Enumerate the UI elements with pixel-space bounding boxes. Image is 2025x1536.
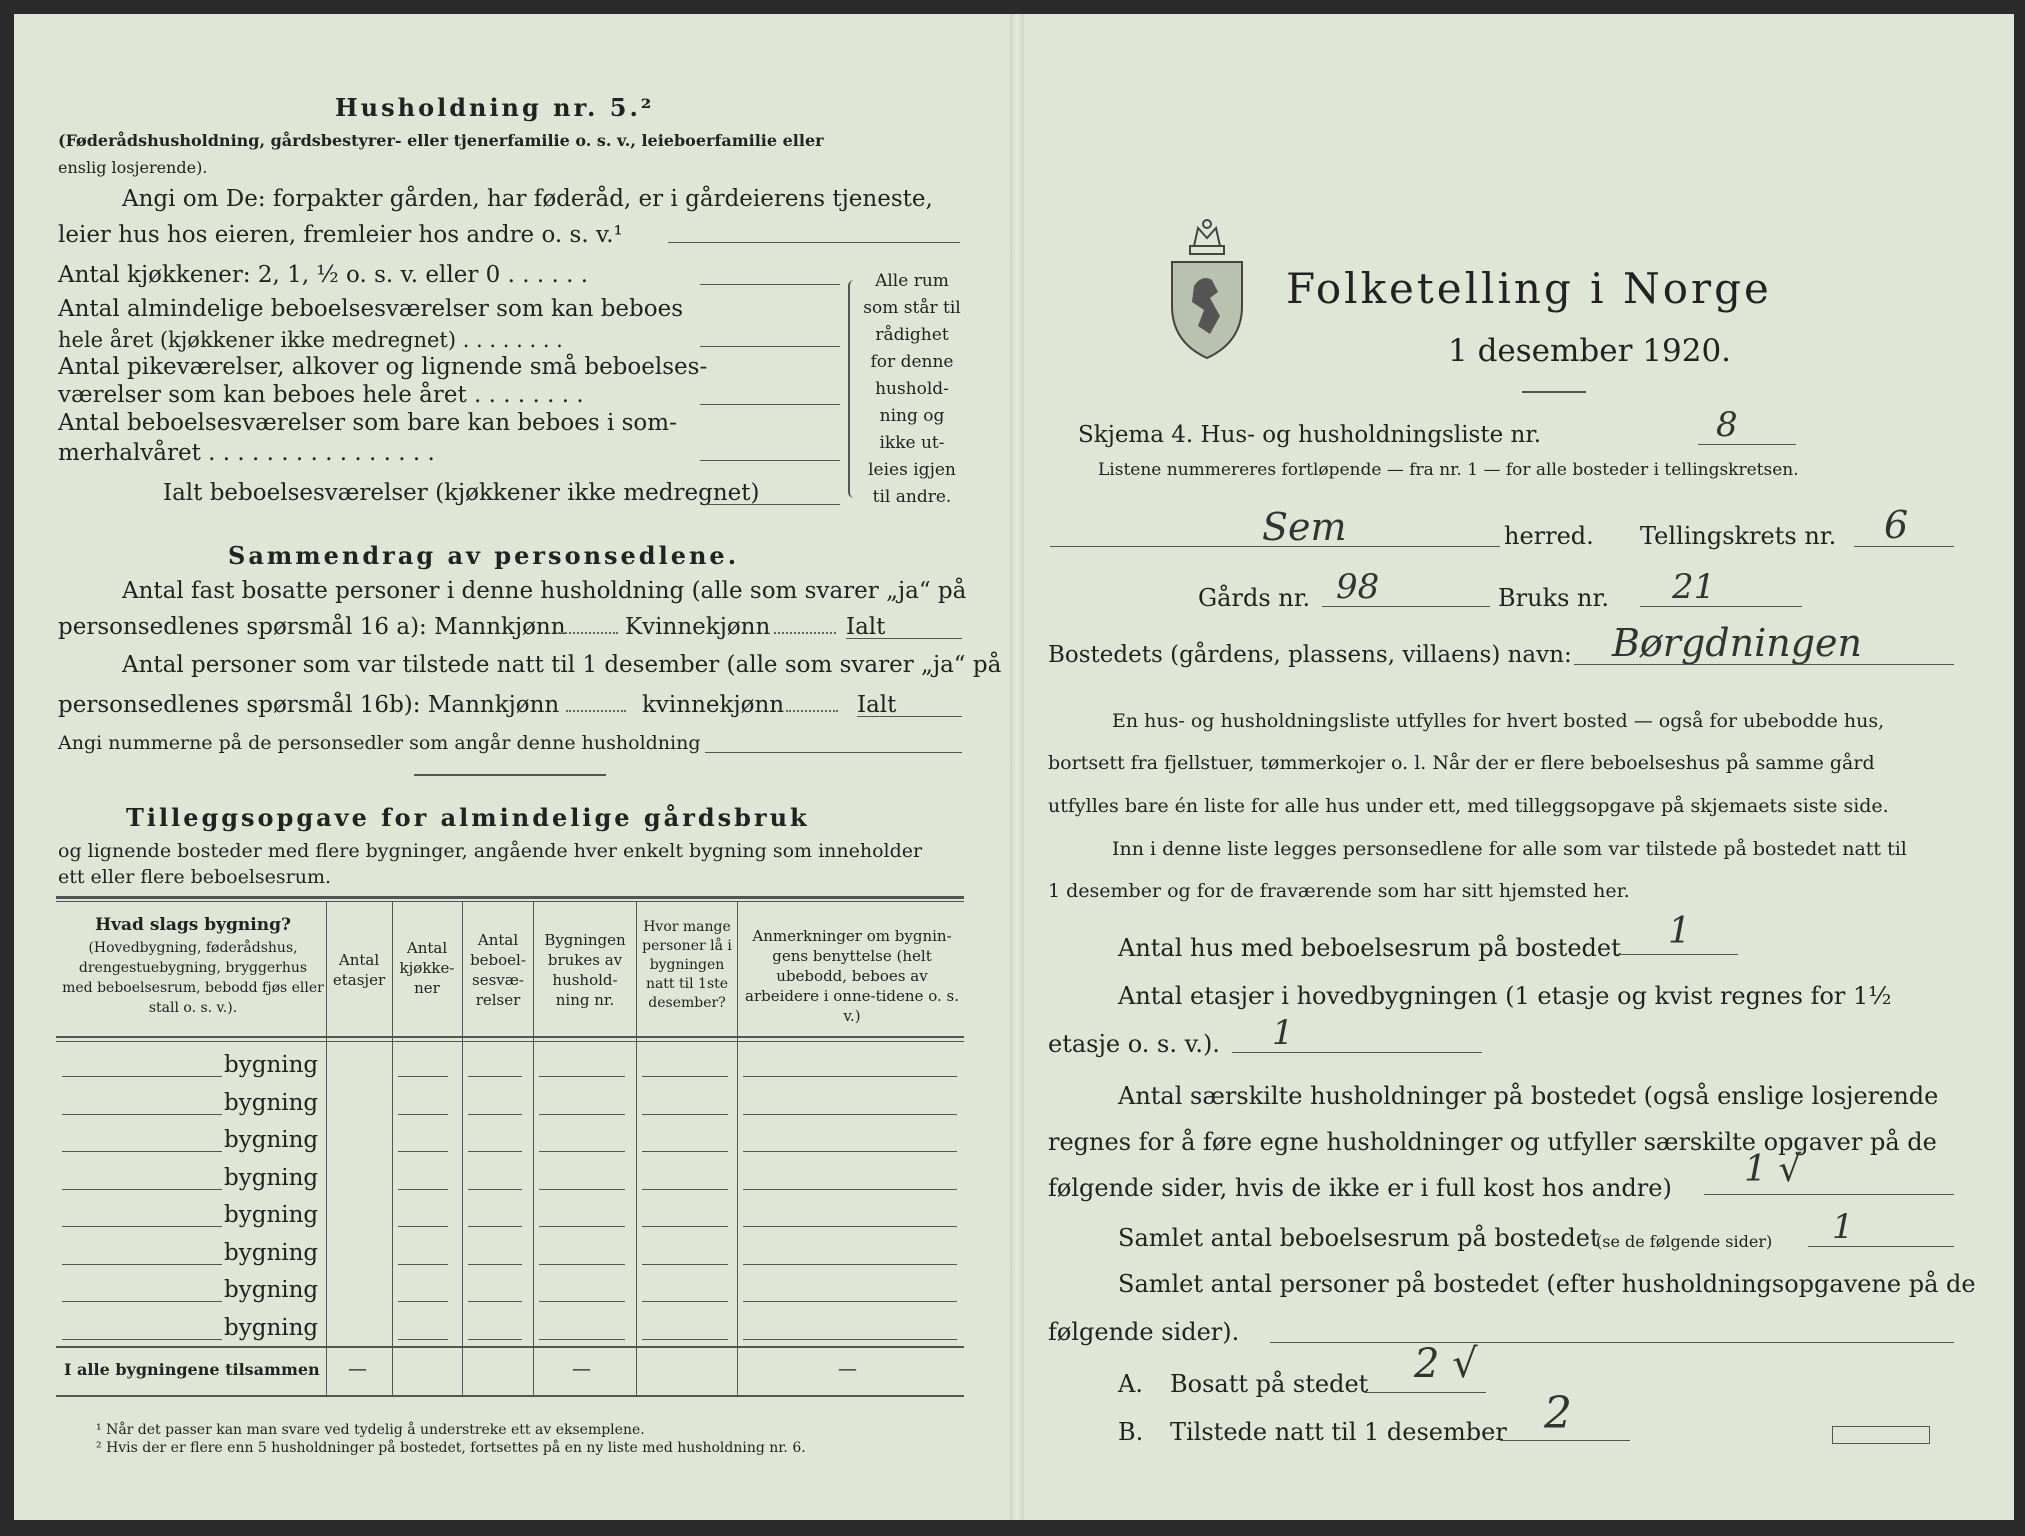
tellingskrets-label: Tellingskrets nr. — [1640, 522, 1837, 550]
resident-total-field — [846, 638, 962, 639]
building-cell-field — [743, 1264, 957, 1265]
angi-line-2: leier hus hos eieren, fremleier hos andre o. s. v.¹ — [58, 222, 623, 248]
list-number-field — [1698, 444, 1796, 445]
building-cell-field — [539, 1189, 625, 1190]
resident-total-label: Ialt — [846, 614, 886, 640]
rooms-answer-line — [700, 346, 840, 347]
list-number-value: 8 — [1716, 405, 1738, 445]
table-col-divider — [392, 902, 393, 1396]
present-female-field — [786, 710, 838, 712]
building-name-field — [62, 1264, 222, 1265]
resident-line-2: personsedlenes spørsmål 16 a): Mannkjønn — [58, 614, 566, 640]
gards-label: Gårds nr. — [1198, 584, 1311, 612]
building-cell-field — [642, 1151, 728, 1152]
table-header-rule-thin — [56, 1041, 964, 1042]
bosted-label: Bostedets (gårdens, plassens, villaens) navn: — [1048, 642, 1572, 668]
building-cell-field — [539, 1301, 625, 1302]
total-floors: — — [348, 1358, 367, 1380]
side-note-line: ning og — [879, 406, 945, 426]
brace — [848, 280, 860, 498]
tellingskrets-field — [1854, 546, 1954, 547]
col-kitchens: Antal kjøkke-ner — [399, 939, 455, 997]
building-cell-field — [642, 1076, 728, 1077]
building-cell-field — [468, 1264, 522, 1265]
person-numbers-field — [705, 752, 962, 753]
total-persons-label-1: Samlet antal personer på bostedet (efter husholdningsopgavene på de — [1118, 1270, 1976, 1298]
resident-a-letter: A. — [1118, 1370, 1143, 1398]
resident-a-label: Bosatt på stedet — [1170, 1370, 1369, 1398]
resident-male-field — [558, 632, 618, 634]
building-row-label: bygning — [224, 1202, 319, 1228]
households-label-2: regnes for å føre egne husholdninger og utfyller særskilte opgaver på de — [1048, 1128, 1937, 1156]
households-label-1: Antal særskilte husholdninger på bostedet (også enslige losjerende — [1118, 1082, 1939, 1110]
household-subtitle-1: (Føderådshusholdning, gårdsbestyrer- eller tjenerfamilie o. s. v., leieboerfamilie eller — [58, 131, 824, 150]
table-col-divider — [636, 902, 637, 1396]
printer-stamp — [1832, 1426, 1930, 1444]
present-b-letter: B. — [1118, 1418, 1144, 1446]
col-household-nr: Bygningen brukes av hushold-ning nr. — [544, 931, 626, 1009]
building-cell-field — [468, 1114, 522, 1115]
building-cell-field — [398, 1301, 448, 1302]
total-persons-label-2: følgende sider). — [1048, 1318, 1240, 1346]
building-cell-field — [468, 1301, 522, 1302]
table-top-rule — [56, 896, 964, 899]
building-cell-field — [743, 1226, 957, 1227]
present-b-value: 2 — [1544, 1388, 1572, 1439]
table-col-divider — [533, 902, 534, 1396]
side-note-line: for denne — [870, 352, 954, 372]
floors-field — [1232, 1052, 1482, 1053]
summary-title: Sammendrag av personsedlene. — [228, 541, 740, 570]
side-note — [862, 268, 962, 511]
building-name-field — [62, 1151, 222, 1152]
info-line-1: En hus- og husholdningsliste utfylles for hvert bosted — også for ubebodde hus, — [1112, 710, 1885, 732]
present-female-label: kvinnekjønn — [642, 692, 785, 718]
present-line-1: Antal personer som var tilstede natt til 1 desember (alle som svarer „ja“ på — [122, 652, 1002, 678]
section-divider — [414, 774, 606, 776]
building-cell-field — [398, 1264, 448, 1265]
building-cell-field — [468, 1189, 522, 1190]
present-b-label: Tilstede natt til 1 desember — [1170, 1418, 1507, 1446]
present-line-2: personsedlenes spørsmål 16b): Mannkjønn — [58, 692, 560, 718]
floors-label-2: etasje o. s. v.). — [1048, 1030, 1220, 1058]
households-field — [1704, 1194, 1954, 1195]
table-bottom-rule — [56, 1395, 964, 1397]
building-cell-field — [539, 1114, 625, 1115]
resident-line-1: Antal fast bosatte personer i denne husholdning (alle som svarer „ja“ på — [122, 578, 967, 604]
building-cell-field — [398, 1339, 448, 1340]
summer-rooms-label-2: merhalvåret . . . . . . . . . . . . . . . . — [58, 440, 435, 466]
building-name-field — [62, 1114, 222, 1115]
building-name-field — [62, 1301, 222, 1302]
gards-value: 98 — [1336, 567, 1380, 607]
resident-a-field — [1364, 1392, 1486, 1393]
side-note-line: rådighet — [875, 325, 949, 345]
bosted-field — [1574, 664, 1954, 665]
resident-female-field — [774, 632, 836, 634]
table-col-divider — [326, 902, 327, 1396]
building-cell-field — [398, 1226, 448, 1227]
total-rooms-right-value: 1 — [1832, 1207, 1854, 1247]
table-header-rule — [56, 1036, 964, 1038]
maid-rooms-label-2: værelser som kan beboes hele året . . . . . . . . — [58, 382, 584, 408]
col-building-title: Hvad slags bygning? — [95, 915, 291, 935]
herred-label: herred. — [1504, 522, 1594, 550]
side-note-line: som står til — [863, 298, 961, 318]
present-male-field — [566, 710, 626, 712]
building-cell-field — [642, 1114, 728, 1115]
building-name-field — [62, 1189, 222, 1190]
building-cell-field — [539, 1264, 625, 1265]
summer-rooms-label-1: Antal beboelsesværelser som bare kan beboes i som- — [58, 410, 677, 436]
herred-field — [1050, 546, 1500, 547]
bruks-label: Bruks nr. — [1498, 584, 1609, 612]
supplement-line-2: ett eller flere beboelsesrum. — [58, 866, 332, 888]
title-rule — [1522, 391, 1586, 393]
total-household: — — [572, 1358, 591, 1380]
bruks-field — [1640, 606, 1802, 607]
total-rooms-right-note: (se de følgende sider) — [1596, 1232, 1773, 1251]
norway-coat-of-arms-icon — [1164, 216, 1250, 366]
building-cell-field — [642, 1339, 728, 1340]
floors-value: 1 — [1272, 1013, 1294, 1053]
side-note-line: ikke ut- — [879, 433, 945, 453]
rooms-label-2: hele året (kjøkkener ikke medregnet) . . . . . . . . — [58, 328, 563, 352]
numbering-note: Listene nummereres fortløpende — fra nr. 1 — for alle bosteder i tellingskretsen. — [1098, 460, 1799, 480]
col-rooms: Antal beboel-sesvæ-relser — [470, 931, 526, 1009]
building-name-field — [62, 1076, 222, 1077]
side-note-line: til andre. — [872, 487, 952, 507]
building-row-label: bygning — [224, 1165, 319, 1191]
household-title: Husholdning nr. 5.² — [335, 93, 655, 122]
total-rooms-right-label: Samlet antal beboelsesrum på bostedet — [1118, 1224, 1600, 1252]
building-cell-field — [743, 1301, 957, 1302]
building-cell-field — [743, 1076, 957, 1077]
building-cell-field — [743, 1189, 957, 1190]
angi-answer-line — [668, 242, 960, 243]
person-numbers-label: Angi nummerne på de personsedler som angår denne husholdning — [58, 732, 701, 754]
building-cell-field — [743, 1339, 957, 1340]
footnote-1: ¹ Når det passer kan man svare ved tydelig å understreke ett av eksemplene. — [96, 1422, 645, 1438]
col-building-desc: (Hovedbygning, føderådshus, drengestuebygning, bryggerhus med beboelsesrum, bebodd fjøs eller stall o. s. v.). — [62, 940, 324, 1016]
bosted-value: Børgdningen — [1612, 621, 1863, 665]
gards-field — [1322, 606, 1490, 607]
houses-value: 1 — [1668, 911, 1691, 952]
present-total-label: Ialt — [857, 692, 897, 718]
supplement-line-1: og lignende bosteder med flere bygninger, angående hver enkelt bygning som inneholder — [58, 840, 923, 862]
kitchens-label: Antal kjøkkener: 2, 1, ½ o. s. v. eller 0 . . . . . . — [58, 262, 589, 288]
info-line-4: Inn i denne liste legges personsedlene for alle som var tilstede på bostedet natt til — [1112, 838, 1907, 860]
building-row-label: bygning — [224, 1315, 319, 1341]
info-line-2: bortsett fra fjellstuer, tømmerkojer o. l. Når der er flere beboelseshus på samme gård — [1048, 752, 1875, 774]
total-rooms-right-field — [1808, 1246, 1954, 1247]
side-note-line: hushold- — [875, 379, 949, 399]
building-cell-field — [743, 1114, 957, 1115]
building-cell-field — [642, 1189, 728, 1190]
building-cell-field — [642, 1226, 728, 1227]
building-cell-field — [398, 1076, 448, 1077]
maid-rooms-answer-line — [700, 404, 840, 405]
floors-label-1: Antal etasjer i hovedbygningen (1 etasje og kvist regnes for 1½ — [1118, 982, 1892, 1010]
info-line-3: utfylles bare én liste for alle hus under ett, med tilleggsopgave på skjemaets siste side. — [1048, 795, 1889, 817]
building-cell-field — [743, 1151, 957, 1152]
building-cell-field — [468, 1076, 522, 1077]
building-cell-field — [642, 1264, 728, 1265]
kitchens-answer-line — [700, 284, 840, 285]
angi-line-1: Angi om De: forpakter gården, har føderåd, er i gårdeierens tjeneste, — [122, 186, 933, 212]
maid-rooms-label-1: Antal pikeværelser, alkover og lignende små beboelses- — [58, 354, 708, 380]
side-note-line: Alle rum — [875, 271, 949, 291]
info-line-5: 1 desember og for de fraværende som har sitt hjemsted her. — [1048, 880, 1630, 902]
herred-value: Sem — [1262, 505, 1347, 549]
household-subtitle-2: enslig losjerende). — [58, 158, 208, 177]
building-row-label: bygning — [224, 1052, 319, 1078]
census-date: 1 desember 1920. — [1448, 333, 1732, 369]
building-cell-field — [468, 1339, 522, 1340]
tellingskrets-value: 6 — [1884, 503, 1909, 547]
households-label-3: følgende sider, hvis de ikke er i full kost hos andre) — [1048, 1174, 1672, 1202]
page-fold — [1010, 14, 1024, 1520]
table-col-divider — [737, 902, 738, 1396]
building-row-label: bygning — [224, 1277, 319, 1303]
building-cell-field — [468, 1151, 522, 1152]
houses-label: Antal hus med beboelsesrum på bostedet — [1118, 934, 1621, 962]
building-cell-field — [539, 1076, 625, 1077]
table-col-divider — [462, 902, 463, 1396]
col-remarks: Anmerkninger om bygnin-gens benyttelse (helt ubebodd, beboes av arbeidere i onne-tidene o. s. v.) — [745, 927, 959, 1025]
building-name-field — [62, 1226, 222, 1227]
total-row-label: I alle bygningene tilsammen — [64, 1360, 320, 1379]
schema-label: Skjema 4. Hus- og husholdningsliste nr. — [1078, 422, 1542, 448]
building-row-label: bygning — [224, 1127, 319, 1153]
building-cell-field — [539, 1339, 625, 1340]
building-row-label: bygning — [224, 1090, 319, 1116]
building-cell-field — [539, 1151, 625, 1152]
resident-female-label: Kvinnekjønn — [625, 614, 771, 640]
building-cell-field — [398, 1189, 448, 1190]
building-row-label: bygning — [224, 1240, 319, 1266]
total-rooms-label: Ialt beboelsesværelser (kjøkkener ikke medregnet) — [163, 480, 760, 506]
total-remarks: — — [838, 1358, 857, 1380]
rooms-label-1: Antal almindelige beboelsesværelser som kan beboes — [58, 296, 684, 322]
supplement-title: Tilleggsopgave for almindelige gårdsbruk — [126, 803, 810, 832]
footnote-2: ² Hvis der er flere enn 5 husholdninger på bostedet, fortsettes på en ny liste med husholdning nr. 6. — [96, 1440, 806, 1456]
census-title: Folketelling i Norge — [1286, 264, 1772, 313]
building-cell-field — [539, 1226, 625, 1227]
building-cell-field — [398, 1151, 448, 1152]
building-cell-field — [398, 1114, 448, 1115]
summer-rooms-answer-line — [700, 460, 840, 461]
col-floors: Antal etasjer — [332, 951, 386, 989]
building-name-field — [62, 1339, 222, 1340]
present-total-field — [857, 716, 962, 717]
side-note-line: leies igjen — [868, 460, 956, 480]
total-persons-field — [1270, 1342, 1954, 1343]
resident-a-value: 2 √ — [1414, 1341, 1478, 1387]
building-cell-field — [468, 1226, 522, 1227]
total-rooms-answer-line — [705, 504, 840, 505]
building-cell-field — [642, 1301, 728, 1302]
table-top-rule-thin — [56, 901, 964, 902]
households-value: 1 √ — [1744, 1149, 1802, 1190]
present-b-field — [1500, 1440, 1630, 1441]
houses-field — [1616, 954, 1738, 955]
col-persons: Hvor mange personer lå i bygningen natt til 1ste desember? — [642, 919, 732, 1011]
bruks-value: 21 — [1672, 567, 1716, 607]
table-total-rule — [56, 1346, 964, 1348]
